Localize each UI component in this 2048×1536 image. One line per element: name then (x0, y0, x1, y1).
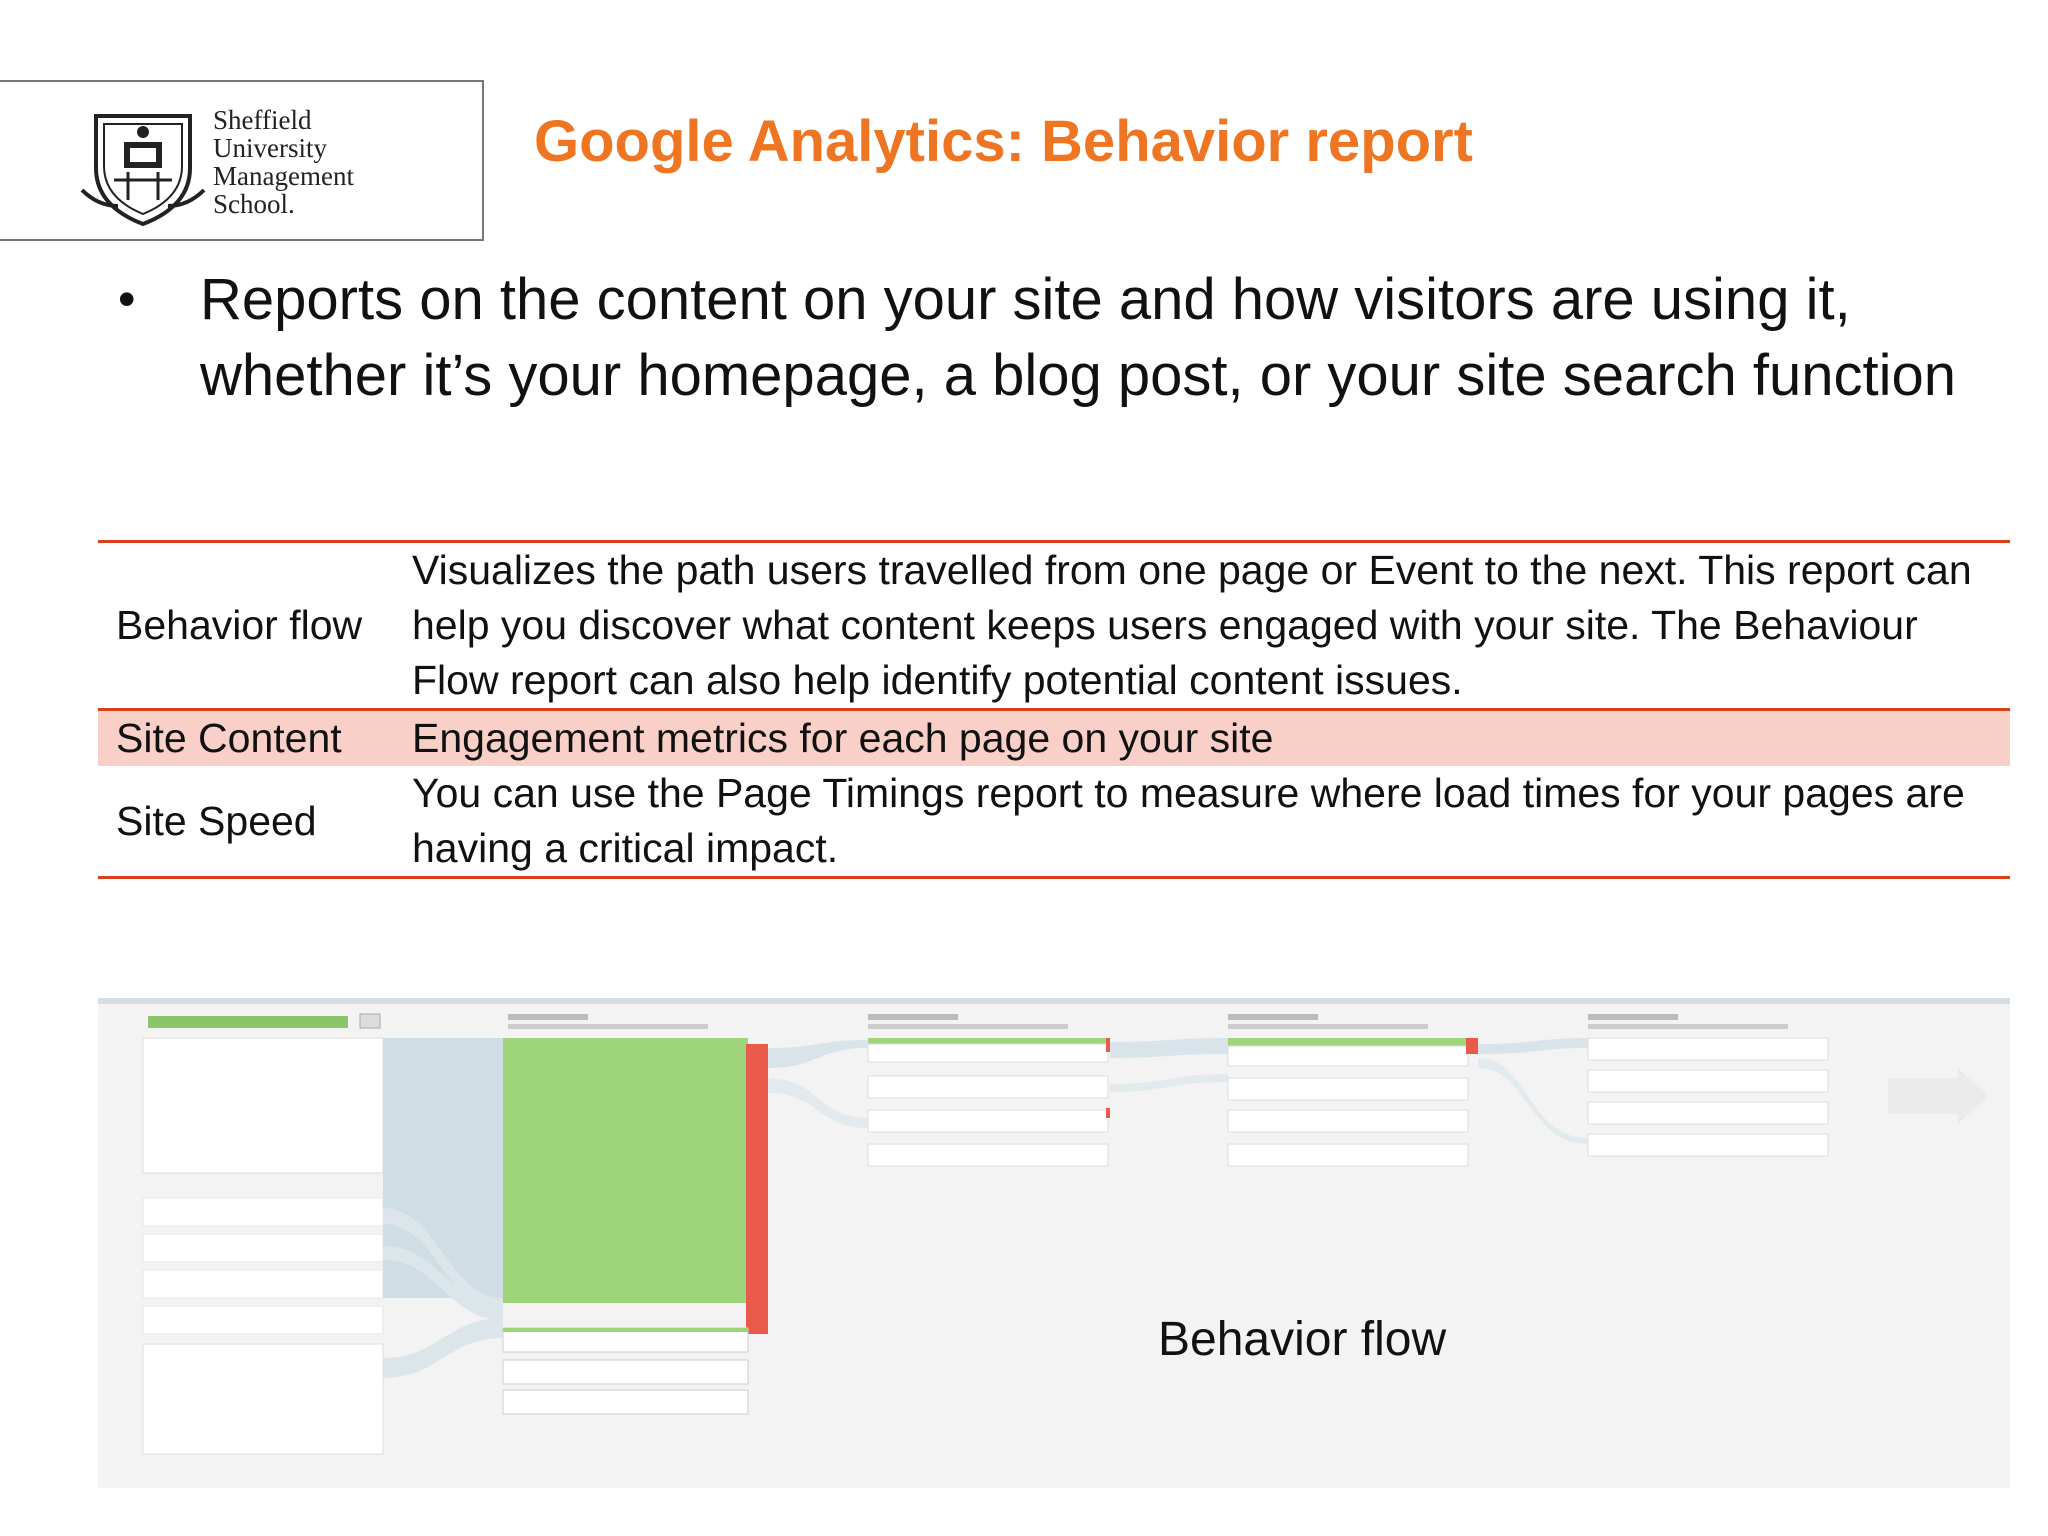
bullet-text: Reports on the content on your site and how visitors are using it, whether it’s your homepage, a blog post, or your site search function (200, 267, 1957, 408)
slide-title: Google Analytics: Behavior report (534, 109, 1473, 174)
row-description: Engagement metrics for each page on your site (412, 715, 1274, 761)
report-table (98, 540, 2010, 879)
logo-line: Management (213, 161, 354, 191)
behavior-flow-diagram (98, 998, 2010, 1488)
behavior-flow-screenshot (98, 998, 2010, 1488)
university-logo (0, 80, 484, 241)
row-description: Visualizes the path users travelled from one page or Event to the next. This report can help you discover what content keeps users engaged with your site. The Behaviour Flow report can also help identify potential content issues. (412, 547, 1972, 703)
crest-icon (78, 102, 208, 230)
landing-page-selector (148, 1016, 348, 1028)
row-name: Site Content (116, 715, 342, 761)
bullet-icon: • (118, 271, 136, 327)
logo-wordmark (213, 106, 354, 218)
logo-line: University (213, 133, 327, 163)
row-name: Site Speed (116, 797, 317, 844)
logo-line: Sheffield (213, 105, 312, 135)
figure-caption: Behavior flow (1158, 1313, 1447, 1366)
row-name: Behavior flow (116, 602, 363, 648)
logo-line: School. (213, 189, 295, 219)
row-description: You can use the Page Timings report to measure where load times for your pages are having a critical impact. (412, 770, 1965, 871)
table-row (98, 766, 2010, 878)
table-row (98, 710, 2010, 767)
table-row (98, 542, 2010, 710)
